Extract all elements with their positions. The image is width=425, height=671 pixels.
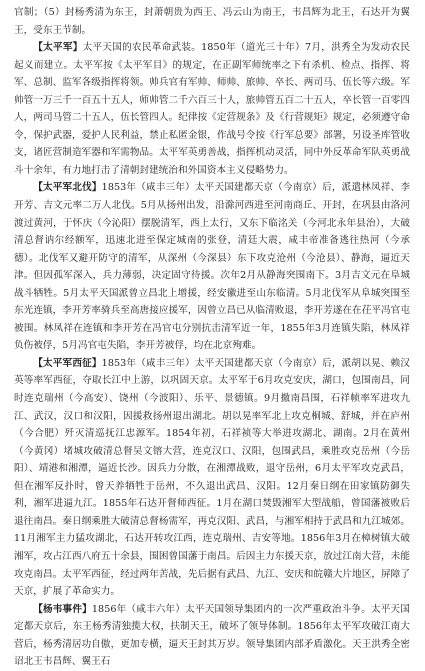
paragraph-yang-wei-incident: [14, 601, 410, 671]
section-heading: 【太平军西征】: [33, 357, 102, 369]
paragraph-taiping-army: [14, 39, 410, 179]
paragraph-western-expedition: [14, 355, 410, 601]
paragraph-body: 官制；（5）封杨秀清为东王，封萧朝贵为西王、冯云山为南王，韦昌辉为北王，石达开为翼王，受东王节制。: [14, 7, 410, 36]
paragraph-northern-expedition: [14, 179, 410, 354]
paragraph-intro: [14, 4, 410, 39]
paragraph-body: 太平天国的农民革命武装。1850年（道光三十年）7月，洪秀全为发动农民起义而建立。太平军按《太平军目》的规定，在正副军师统率之下有杀机、检点、指挥、将军、总制、监军各级指挥将领。帅兵官有军帅、师帅、旅帅、卒长、两司马、伍长等六级。军帅管一万三千一百五十五人，师帅管二千六百三十人，旅帅管五百二十五人，卒长管一百零四人，两司马管二十五人，伍长管四人。纪律按《定营规条》及《行营规矩》规定，必须遵守命令，保护武器，爱护人民利益，禁止私匿金银，作战号令按《行军总要》部署，另设圣库管收支，诸匠营制造军器和军需物品。太平军英勇善战，指挥机动灵活，同中外反革命军队英勇战斗十余年，有力地打击了清朝封建统治和外国资本主义侵略势力。: [14, 42, 410, 176]
section-heading: 【太平军】: [33, 42, 83, 54]
paragraph-body: 1853年（咸丰三年）太平天国建都天京（今南京）后，派胡以晃、赖汉英等率军西征，夺取长江中上游，以巩固天京。太平军于6月攻克安庆，湖口，包围南昌，同时连克瑞州（今高安）、饶州（今波阳）、乐平、景德镇。9月撤南昌围，石祥帧率军进攻九江、武汉，汉口和汉阳，因援救扬州退出湖北。胡以晃率军北上攻克桐城、舒城，并在庐州（今合肥）歼灭清巡抚江忠源军。1854年初，石祥祯等大举进攻湖北、湖南。2月在黄州（今黄冈）堵城攻破清总督吴文镕大营，连克汉口、汉阳，包围武昌，乘胜攻克岳州（今岳阳）、靖港和湘潭，逼近长沙。因兵力分散，在湘潭战败，退守岳州，6月太平军攻克武昌，但在湘军反扑时，曾天养牺牲于岳州，不久退出武昌、汉阳。12月秦日纲在田家镇防御失利，湘军进逼九江。1855年石达开督师西征。1月在湖口焚毁湘军大型战船，曾国藩被败后退往南昌。秦日纲乘胜大破清总督杨需军，再克汉阳、武昌，与湘军相持于武昌和九江城郊。11月湘军主力猛攻湖北，石达开转攻江西，连克瑞州、吉安等地。1856年3月在樟树镇大破湘军，攻占江西八府五十余县，围困曾国藩于南昌。后因主力东援天京，放过江南大营，未能攻克南昌。太平军西征，经过两年苦战，先后据有武昌、九江、安庆和皖赣大片地区，屏障了天京，扩展了革命实力。: [14, 357, 410, 598]
section-heading: 【杨韦事件】: [33, 603, 92, 615]
paragraph-body: 1856年（咸丰六年）太平天国领导集团内的一次严重政治斗争。太平天国定都天京后，东王杨秀清独揽大权，扶制天王，破坏了领导体制。1856年太平军攻破江南大营后，杨秀清居功自傲，更加专横，逼天王封其万岁。领导集团内部矛盾激化。天王洪秀全密诏北王韦昌辉、翼王石: [14, 603, 410, 668]
section-heading: 【太平军北伐】: [33, 182, 102, 194]
paragraph-body: 1853年（咸丰三年）太平天国建都天京（今南京）后，派遣林凤祥、李开芳、吉文元率二万人北伐。5月从扬州出发，沿滁河西进至河南商丘、开封，在巩县由洛河渡过黄河，于怀庆（今沁阳）摆脱清军，西上太行，又东下临洺关（今河北永年县治），大破清总督讷尔经额军，迅速北进至保定城南的张登，清廷大震，咸丰帝准备逃往热河（今承德）。北伐军又避开防守的清军，从深州（今深县）东下攻克沧州（今沧县）、静海，逼近天津。但因孤军深入，兵力薄弱，决定固守待援。次年2月从静海突围南下。3月吉文元在阜城战斗牺牲。5月太平天国派曾立昌北上增援，经安徽进至山东临清。5月北伐军从阜城突围至东光连镇，李开芳率骑兵至高唐接应援军，因曾立昌已从临清败退，李开芳遂在在茌平冯官屯被围。林凤祥在连镇和李开芳在冯官屯分别抗击清军近一年，1855年3月连镇失陷，林凤祥负伤被俘，5月冯官屯失陷，李开芳被俘，均在北京殉难。: [14, 182, 410, 352]
